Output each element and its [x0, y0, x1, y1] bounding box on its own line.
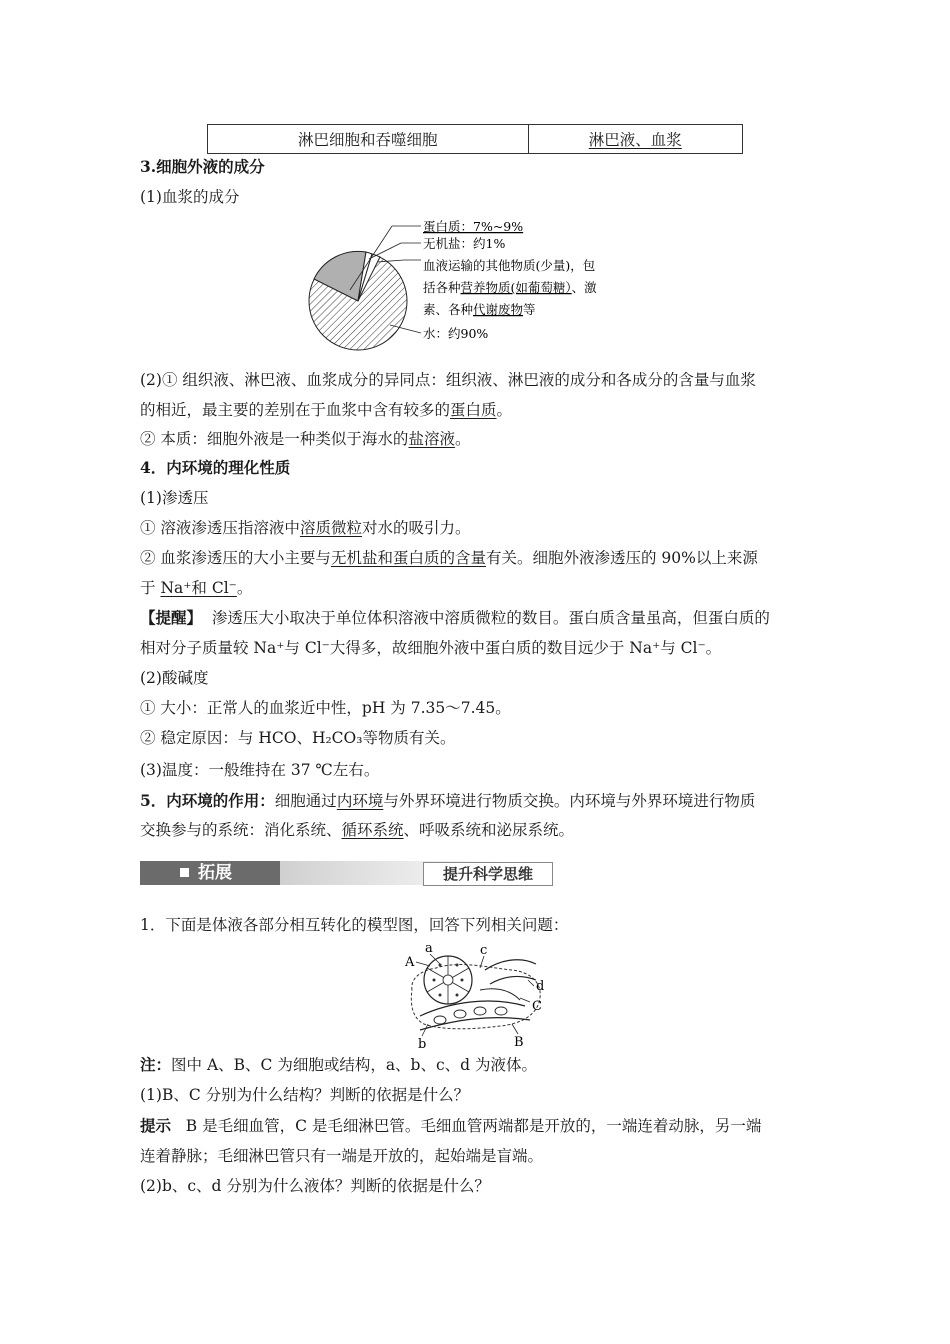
p2-line1: (2)① 组织液、淋巴液、血浆成分的异同点：组织液、淋巴液的成分和各成分的含量与血浆	[140, 371, 756, 389]
model-label-c: c	[480, 943, 488, 958]
reminder-line2: 相对分子质量较 Na⁺与 Cl⁻大得多，故细胞外液中蛋白质的数目远少于 Na⁺与 Cl⁻。	[140, 639, 722, 657]
acid-heading: (2)酸碱度	[140, 669, 209, 687]
hint-line2: 连着静脉；毛细淋巴管只有一端是开放的，起始端是盲端。	[140, 1147, 544, 1165]
hint-line1: 提示 B 是毛细血管，C 是毛细淋巴管。毛细血管两端都是开放的，一端连着动脉，另一端	[140, 1116, 762, 1135]
sub-question-2: (2)b、c、d 分别为什么液体？判断的依据是什么？	[140, 1177, 490, 1195]
section-4-title: 4．内环境的理化性质	[140, 458, 291, 477]
plasma-pie-diagram	[300, 215, 660, 355]
osmotic-line3: 于 Na⁺和 Cl⁻。	[140, 579, 253, 597]
model-label-a: a	[425, 941, 433, 956]
section-5-line1: 5．内环境的作用：细胞通过内环境与外界环境进行物质交换。内环境与外界环境进行物质	[140, 791, 756, 810]
pie-label-other-2: 括各种营养物质(如葡萄糖）、激	[423, 280, 597, 295]
banner-title: 拓展	[198, 863, 232, 883]
diagram-note: 注：图中 A、B、C 为细胞或结构，a、b、c、d 为液体。	[140, 1055, 538, 1074]
section-5-line2: 交换参与的系统：消化系统、循环系统、呼吸系统和泌尿系统。	[140, 821, 575, 839]
model-label-B: B	[514, 1035, 524, 1050]
pie-label-water: 水：约90%	[423, 326, 489, 341]
p2-line3: ② 本质：细胞外液是一种类似于海水的盐溶液。	[140, 430, 471, 448]
banner-square-icon	[180, 868, 189, 877]
banner-subtitle: 提升科学思维	[423, 862, 553, 886]
pie-label-other-1: 血液运输的其他物质(少量)，包	[423, 258, 596, 273]
osmotic-heading: (1)渗透压	[140, 489, 209, 507]
reminder-line1: 【提醒】 渗透压大小取决于单位体积溶液中溶质微粒的数目。蛋白质含量虽高，但蛋白质的	[140, 608, 770, 627]
cell-type-table	[207, 124, 743, 154]
table-cell-fluid: 淋巴液、血浆	[528, 125, 742, 154]
model-label-b: b	[418, 1037, 427, 1050]
pie-label-salt: 无机盐：约1%	[423, 236, 506, 251]
question-1: 1．下面是体液各部分相互转化的模型图，回答下列相关问题：	[140, 916, 569, 934]
sub-question-1: (1)B、C 分别为什么结构？判断的依据是什么？	[140, 1086, 470, 1104]
table-cell-cells: 淋巴细胞和吞噬细胞	[208, 125, 529, 154]
plasma-composition-heading: (1)血浆的成分	[140, 188, 240, 206]
osmotic-line2: ② 血浆渗透压的大小主要与无机盐和蛋白质的含量有关。细胞外液渗透压的 90%以上来源	[140, 549, 758, 567]
pie-label-other-3: 素、各种代谢废物等	[423, 302, 536, 317]
table-row	[208, 125, 743, 154]
acid-line1: ① 大小：正常人的血浆近中性，pH 为 7.35～7.45。	[140, 699, 511, 717]
model-label-A: A	[405, 955, 415, 970]
temperature-line: (3)温度：一般维持在 37 ℃左右。	[140, 761, 380, 779]
model-label-d: d	[536, 979, 545, 994]
pie-label-protein: 蛋白质：7%~9%	[423, 219, 524, 234]
acid-line2: ② 稳定原因：与 HCO、H₂CO₃等物质有关。	[140, 729, 456, 747]
body-fluid-model-diagram	[400, 940, 560, 1050]
section-3-title: 3.细胞外液的成分	[140, 157, 265, 176]
osmotic-line1: ① 溶液渗透压指溶液中溶质微粒对水的吸引力。	[140, 519, 471, 537]
model-label-C: C	[532, 999, 542, 1014]
p2-line2: 的相近，最主要的差别在于血浆中含有较多的蛋白质。	[140, 401, 513, 419]
extension-banner	[140, 857, 533, 891]
capillary-B-shape	[420, 1001, 530, 1030]
